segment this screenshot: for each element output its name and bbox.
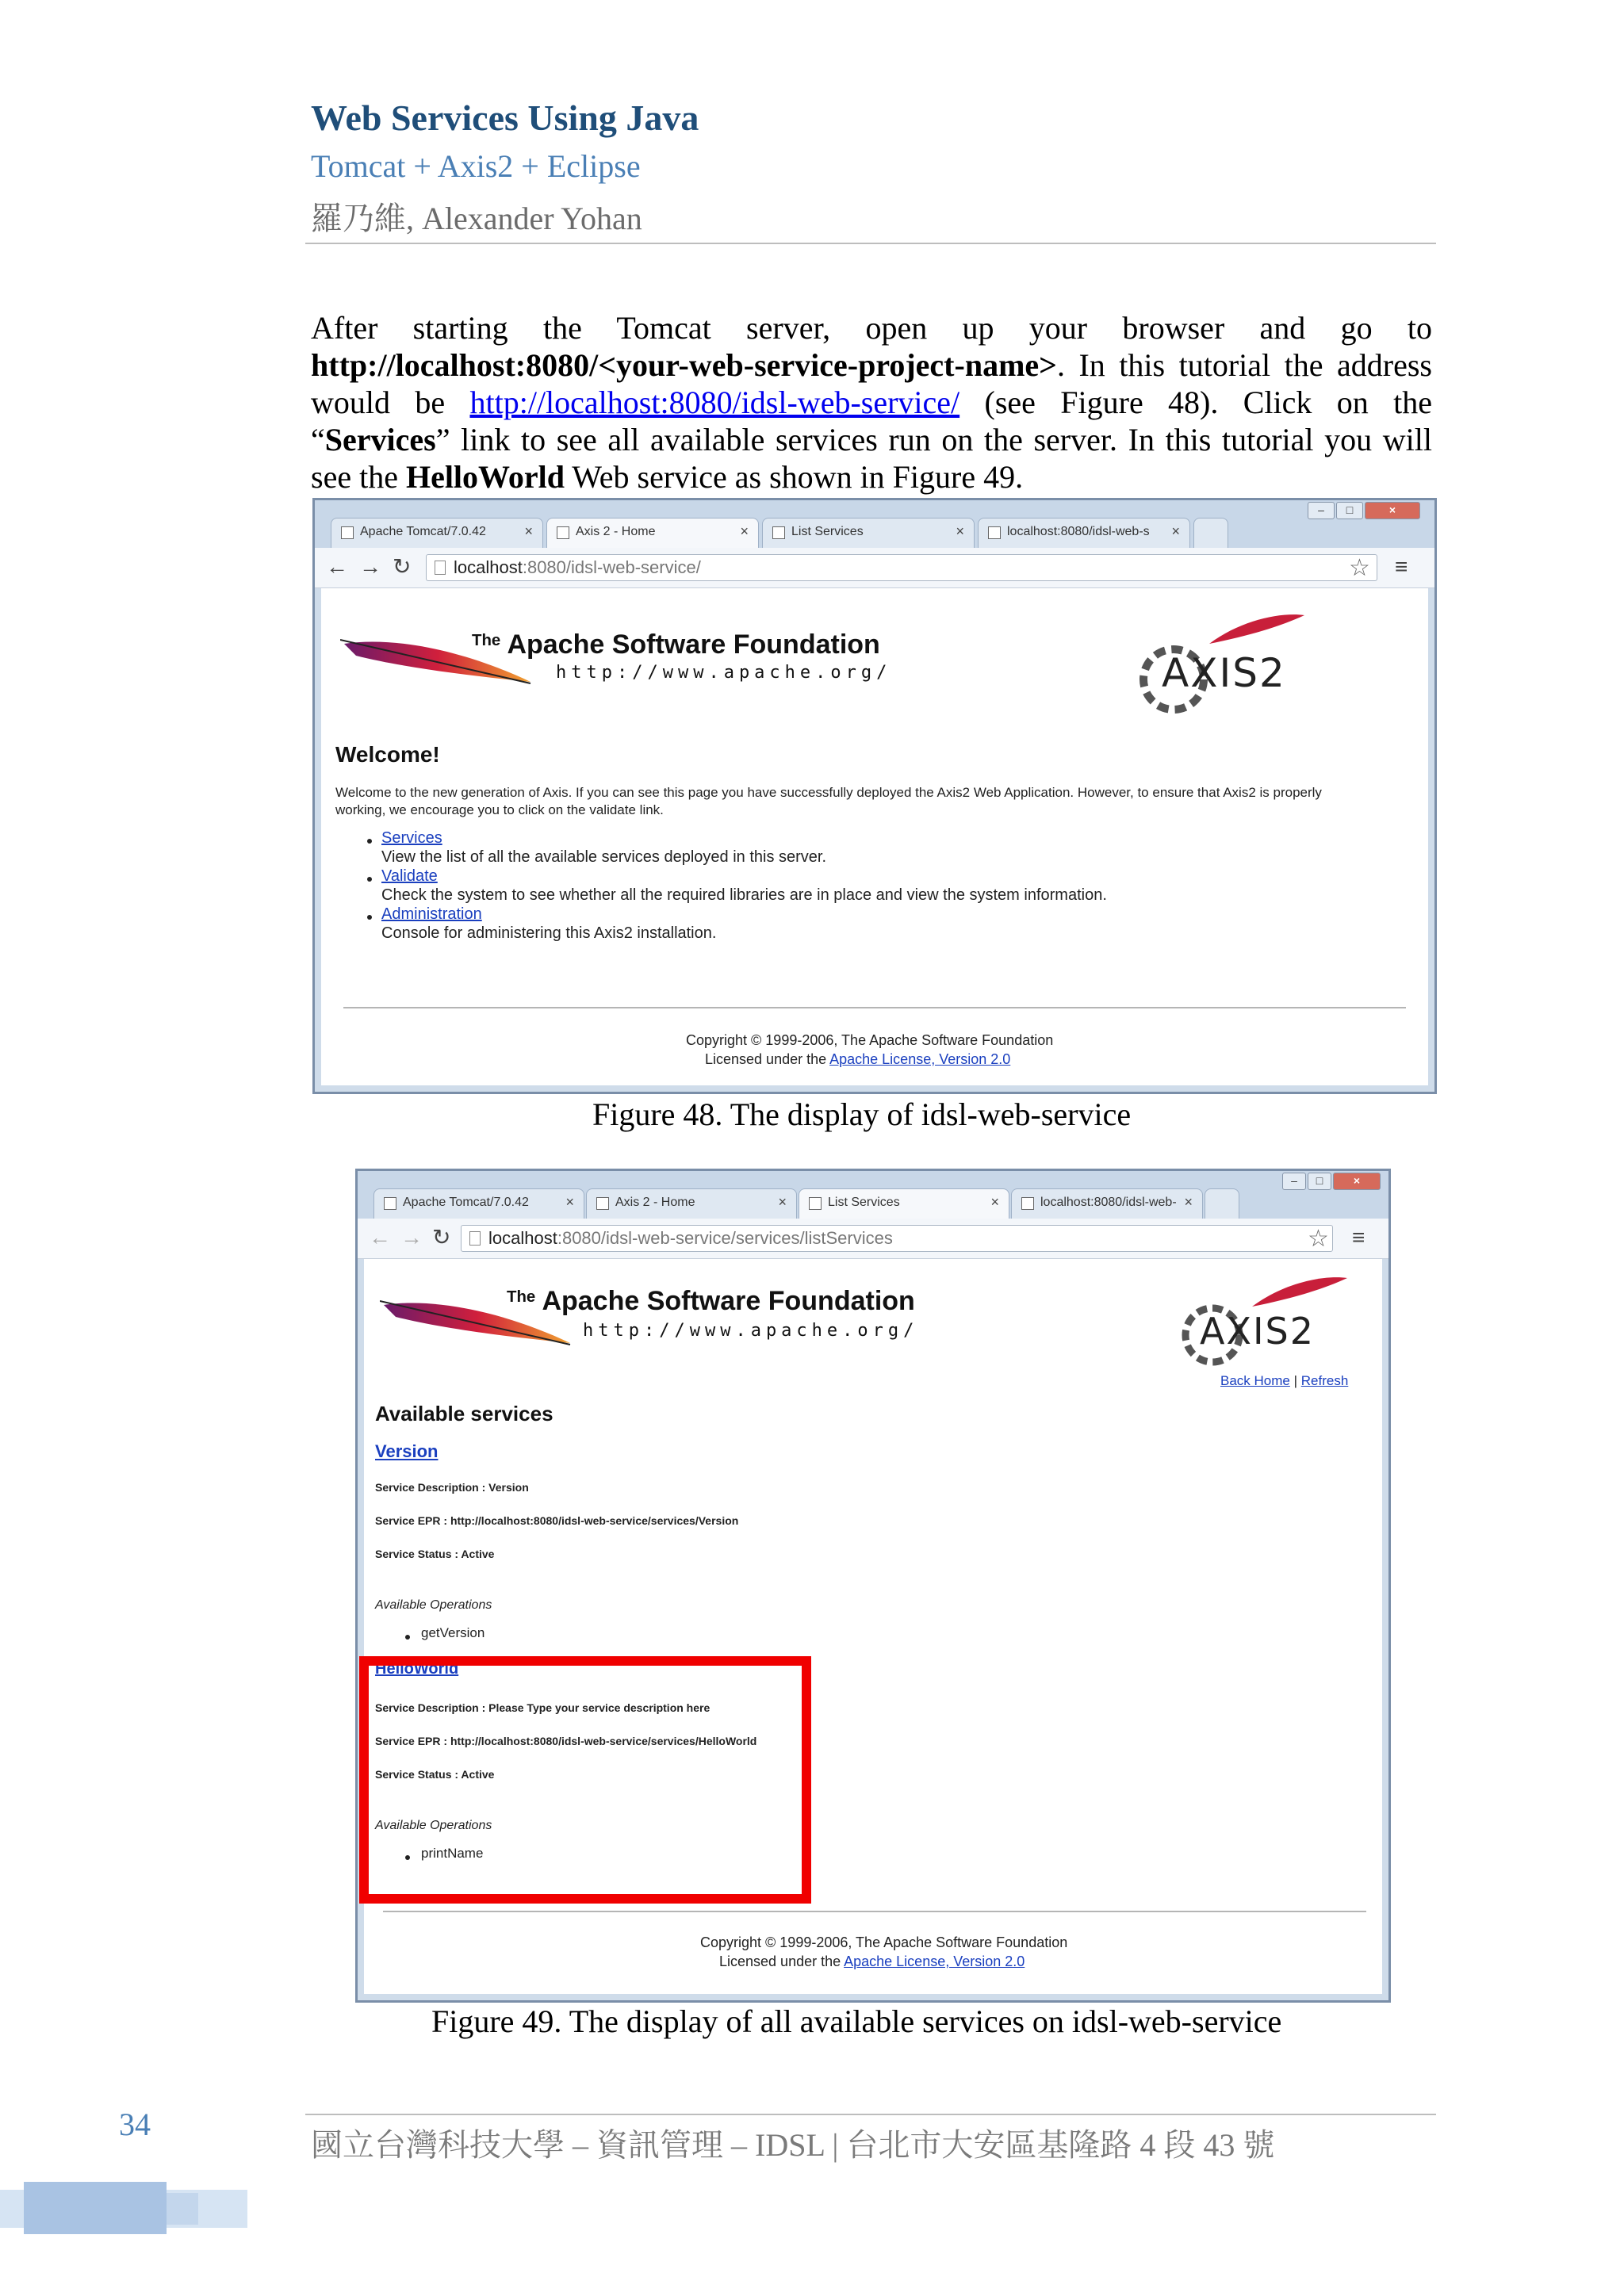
close-window-icon[interactable]: ×: [1365, 502, 1420, 519]
tab-label: localhost:8080/idsl-web-: [1040, 1196, 1177, 1209]
asf-title: [472, 629, 880, 660]
browser-page: [321, 588, 1428, 1085]
helloworld-service-epr: Service EPR : http://localhost:8080/idsl-web-service/services/HelloWorld: [375, 1735, 757, 1747]
copyright-text: Copyright © 1999-2006, The Apache Software Foundation: [686, 1032, 1054, 1048]
page-divider: [383, 1911, 1366, 1912]
axis2-logo-text: AXIS2: [1200, 1310, 1316, 1353]
url-path: :8080/idsl-web-service/services/listServices: [557, 1228, 893, 1248]
licensed-text: Licensed under the: [719, 1954, 845, 1969]
copyright-text: Copyright © 1999-2006, The Apache Software Foundation: [700, 1934, 1068, 1950]
tab-list-services[interactable]: [799, 1188, 1009, 1219]
license-line: [705, 1051, 1010, 1068]
maximize-icon[interactable]: □: [1308, 1173, 1331, 1190]
figure-48-caption: Figure 48. The display of idsl-web-service: [592, 1096, 1132, 1132]
version-service-link[interactable]: Version: [375, 1441, 439, 1461]
tab-apache-tomcat[interactable]: [373, 1188, 584, 1219]
page-icon: [988, 526, 1001, 539]
tab-axis2-home[interactable]: [546, 518, 759, 548]
welcome-text-line-1: Welcome to the new generation of Axis. If you can see this page you have successfully deployed the Axis2 Web Application. However, to ensure that Axis2 is properly: [335, 785, 1322, 800]
close-window-icon[interactable]: ×: [1333, 1173, 1381, 1190]
forward-arrow-icon[interactable]: →: [400, 1225, 423, 1249]
bullet: [367, 915, 372, 920]
services-link[interactable]: Services: [381, 829, 442, 847]
bookmark-star-icon[interactable]: ☆: [1349, 555, 1370, 581]
bullet: [405, 1635, 410, 1640]
url-host: localhost: [454, 557, 523, 577]
version-service-status: Service Status : Active: [375, 1548, 495, 1560]
menu-icon[interactable]: ≡: [1395, 554, 1408, 579]
tab-apache-tomcat[interactable]: [331, 518, 543, 548]
footer-divider: [305, 2114, 1436, 2115]
page-icon: [809, 1197, 822, 1210]
menu-icon[interactable]: ≡: [1352, 1225, 1365, 1249]
close-icon[interactable]: ×: [740, 523, 749, 539]
welcome-heading: Welcome!: [335, 742, 440, 767]
axis2-feather-icon: [1209, 612, 1304, 647]
helloworld-word: HelloWorld: [405, 459, 565, 495]
tab-localhost[interactable]: [1011, 1188, 1203, 1219]
page-icon: [596, 1197, 609, 1210]
top-links: [1220, 1373, 1348, 1389]
administration-description: Console for administering this Axis2 installation.: [381, 924, 717, 942]
validate-link[interactable]: Validate: [381, 867, 438, 885]
document-author: 羅乃維, Alexander Yohan: [311, 201, 642, 236]
licensed-text: Licensed under the: [705, 1051, 830, 1067]
helloworld-available-operations: Available Operations: [375, 1819, 492, 1832]
reload-icon[interactable]: ↻: [432, 1225, 451, 1249]
url-pattern: http://localhost:8080/<your-web-service-project-name>: [311, 347, 1057, 383]
helloworld-service-status: Service Status : Active: [375, 1768, 495, 1781]
services-word: Services: [324, 422, 436, 457]
browser-toolbar: [315, 548, 1434, 588]
back-arrow-icon[interactable]: ←: [369, 1225, 391, 1249]
version-service-epr: Service EPR : http://localhost:8080/idsl-web-service/services/Version: [375, 1514, 739, 1527]
intro-text-2: . In this tutorial the address would be: [311, 347, 1432, 420]
version-service-description: Service Description : Version: [375, 1481, 529, 1494]
asf-name: Apache Software Foundation: [542, 1286, 915, 1316]
validate-description: Check the system to see whether all the required libraries are in place and view the system information.: [381, 886, 1107, 904]
intro-paragraph: [311, 309, 1432, 496]
close-icon[interactable]: ×: [956, 523, 964, 539]
tutorial-url-link[interactable]: http://localhost:8080/idsl-web-service/: [469, 385, 960, 420]
asf-the: The: [507, 1288, 536, 1306]
document-subtitle: Tomcat + Axis2 + Eclipse: [311, 148, 641, 184]
link-separator: |: [1293, 1373, 1298, 1388]
welcome-text-line-2: working, we encourage you to click on the validate link.: [335, 802, 664, 817]
asf-url: http://www.apache.org/: [583, 1321, 919, 1341]
refresh-link[interactable]: Refresh: [1300, 1373, 1349, 1388]
asf-url: http://www.apache.org/: [556, 663, 892, 683]
address-bar[interactable]: [461, 1225, 1333, 1252]
document-title: Web Services Using Java: [311, 98, 699, 138]
page-divider: [343, 1007, 1406, 1008]
apache-license-link[interactable]: Apache License, Version 2.0: [829, 1051, 1011, 1067]
asf-title: [507, 1286, 915, 1317]
bullet: [367, 877, 372, 882]
tab-label: List Services: [828, 1196, 900, 1209]
tab-list-services[interactable]: [762, 518, 975, 548]
browser-toolbar: [358, 1219, 1388, 1259]
tab-label: Axis 2 - Home: [576, 525, 656, 538]
intro-text-3: (see Figure 48). Click on the “: [311, 385, 1432, 457]
bookmark-star-icon[interactable]: ☆: [1308, 1226, 1329, 1252]
tab-label: localhost:8080/idsl-web-s: [1007, 525, 1150, 538]
tab-label: List Services: [791, 525, 864, 538]
asf-the: The: [472, 631, 501, 649]
page-icon: [469, 1231, 481, 1246]
page-icon: [772, 526, 785, 539]
back-arrow-icon[interactable]: ←: [326, 554, 348, 579]
available-services-heading: Available services: [375, 1402, 553, 1425]
bullet: [367, 839, 372, 844]
url-path: :8080/idsl-web-service/: [522, 557, 701, 577]
minimize-icon[interactable]: –: [1282, 1173, 1306, 1190]
minimize-icon[interactable]: –: [1308, 502, 1335, 519]
getversion-operation: getVersion: [421, 1625, 485, 1640]
axis2-feather-icon: [1252, 1275, 1347, 1310]
helloworld-service-description: Service Description : Please Type your service description here: [375, 1701, 710, 1714]
address-bar[interactable]: [426, 554, 1377, 581]
close-icon[interactable]: ×: [990, 1194, 999, 1210]
back-home-link[interactable]: Back Home: [1220, 1373, 1290, 1388]
maximize-icon[interactable]: □: [1336, 502, 1363, 519]
page-number: 34: [119, 2107, 151, 2142]
services-description: View the list of all the available services deployed in this server.: [381, 848, 827, 866]
helloworld-service-link[interactable]: HelloWorld: [375, 1660, 459, 1678]
page-icon: [341, 526, 354, 539]
tab-label: Apache Tomcat/7.0.42: [403, 1196, 529, 1209]
printname-operation: printName: [421, 1846, 484, 1861]
tab-bar: [358, 1171, 1388, 1219]
header-divider: [305, 243, 1436, 244]
figure-49-caption: Figure 49. The display of all available services on idsl-web-service: [431, 2003, 1282, 2039]
close-icon[interactable]: ×: [565, 1194, 574, 1210]
tab-label: Apache Tomcat/7.0.42: [360, 525, 486, 538]
figure-48-browser-window: [312, 498, 1437, 1094]
apache-license-link[interactable]: Apache License, Version 2.0: [844, 1954, 1025, 1969]
tab-axis2-home[interactable]: [586, 1188, 797, 1219]
tab-localhost[interactable]: [978, 518, 1190, 548]
asf-name: Apache Software Foundation: [507, 629, 880, 660]
close-icon[interactable]: ×: [1184, 1194, 1193, 1210]
tab-label: Axis 2 - Home: [615, 1196, 695, 1209]
url-host: localhost: [488, 1228, 557, 1248]
axis2-logo-text: AXIS2: [1162, 650, 1286, 696]
page-icon: [435, 561, 446, 575]
version-available-operations: Available Operations: [375, 1598, 492, 1612]
page-icon: [384, 1197, 396, 1210]
close-icon[interactable]: ×: [524, 523, 533, 539]
intro-text-1: After starting the Tomcat server, open up your browser and go to: [311, 310, 1432, 346]
new-tab-button[interactable]: [1205, 1188, 1239, 1219]
close-icon[interactable]: ×: [1171, 523, 1180, 539]
intro-text-4: ” link to see all available services run on the server. In this tutorial you will see the: [311, 422, 1432, 495]
helloworld-highlight-box: [359, 1656, 811, 1904]
forward-arrow-icon[interactable]: →: [359, 554, 381, 579]
page-icon: [557, 526, 569, 539]
intro-text-5: Web service as shown in Figure 49.: [564, 459, 1024, 495]
page-icon: [1021, 1197, 1034, 1210]
administration-link[interactable]: Administration: [381, 905, 482, 923]
tab-bar: [315, 500, 1434, 548]
footer-decoration: [0, 2175, 247, 2241]
footer-text: 國立台灣科技大學 – 資訊管理 – IDSL | 台北市大安區基隆路 4 段 43 號: [311, 2127, 1275, 2163]
new-tab-button[interactable]: [1193, 518, 1228, 548]
license-line: [719, 1954, 1025, 1970]
figure-49-browser-window: [355, 1169, 1391, 2003]
close-icon[interactable]: ×: [778, 1194, 787, 1210]
reload-icon[interactable]: ↻: [393, 554, 412, 579]
